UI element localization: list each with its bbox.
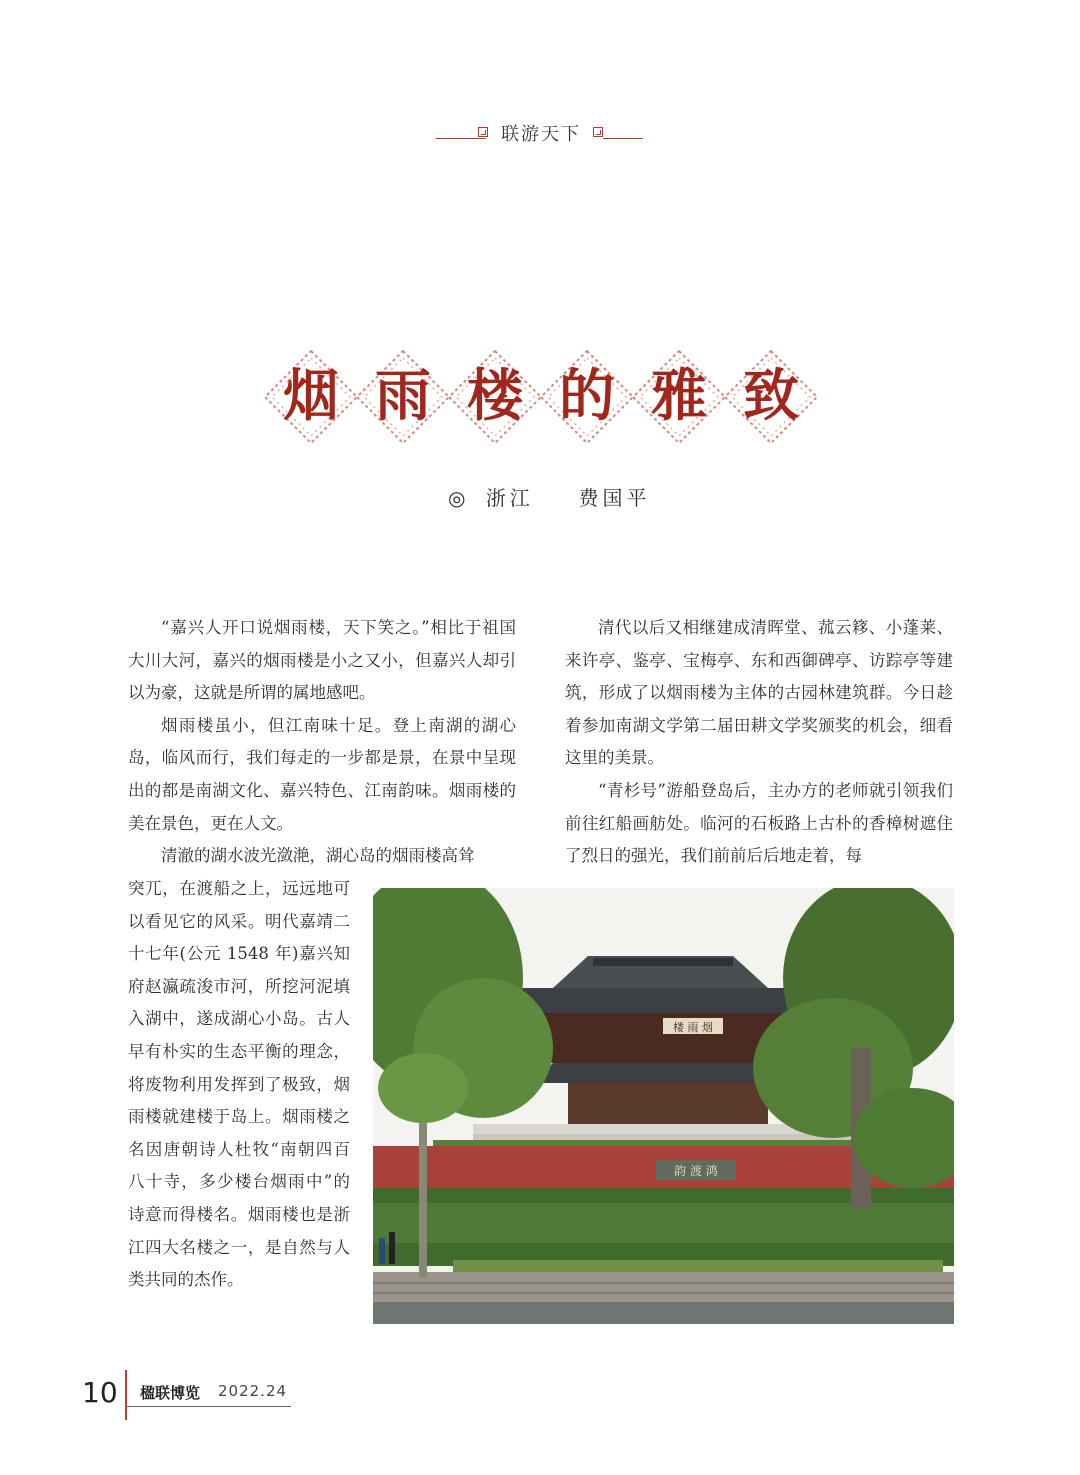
- footer-rule: [127, 1406, 291, 1407]
- section-title: 联游天下: [501, 124, 581, 145]
- title-char-box: [262, 348, 360, 446]
- header-rule-left: [436, 138, 486, 139]
- byline: [448, 482, 651, 511]
- byline-mark-icon: ◎: [448, 486, 470, 510]
- plaque-text: 楼 雨 烟: [673, 1021, 713, 1034]
- header-ornament-right-icon: [593, 127, 603, 137]
- footer-accent-bar: [125, 1370, 127, 1420]
- title-char-box: [722, 348, 820, 446]
- title-char: 雨: [375, 363, 431, 429]
- page-number: 10: [82, 1376, 118, 1409]
- yanyu-tower-photo: [373, 888, 954, 1324]
- right-column: [565, 612, 953, 873]
- title-char: 烟: [283, 363, 339, 429]
- magazine-name: 楹联博览: [140, 1384, 201, 1402]
- article-photo: [373, 888, 954, 1324]
- paragraph: 清澈的湖水波光潋滟，湖心岛的烟雨楼高耸: [161, 846, 475, 866]
- wall-sign-text: 韵 渡 鸿: [674, 1164, 718, 1178]
- title-char-box: [446, 348, 544, 446]
- header-rule-right: [603, 138, 643, 139]
- paragraph: “嘉兴人开口说烟雨楼，天下笑之。”相比于祖国大川大河，嘉兴的烟雨楼是小之又小，但嘉兴人却引以为豪，这就是所谓的属地感吧。: [128, 618, 516, 703]
- title-char: 的: [559, 363, 615, 429]
- issue-number: 2022.24: [218, 1382, 288, 1400]
- title-char-box: [538, 348, 636, 446]
- byline-author: 费国平: [578, 486, 651, 510]
- paragraph: “青杉号”游船登岛后，主办方的老师就引领我们前往红船画舫处。临河的石板路上古朴的香樟树遮住了烈日的强光，我们前前后后地走着，每: [565, 780, 953, 866]
- title-char-box: [630, 348, 728, 446]
- title-char-box: [354, 348, 452, 446]
- header-ornament-left-icon: [478, 127, 488, 137]
- left-column-narrow: [128, 873, 350, 1297]
- title-char: 致: [743, 363, 799, 429]
- left-column: [128, 612, 516, 873]
- byline-region: 浙江: [485, 486, 534, 510]
- title-char: 雅: [651, 363, 707, 429]
- paragraph-continued: 突兀，在渡船之上，远远地可以看见它的风采。明代嘉靖二十七年(公元 1548 年)嘉兴知府赵瀛疏浚市河，所挖河泥填入湖中，遂成湖心小岛。古人早有朴实的生态平衡的理念，将废物利用发挥到了极致，烟雨楼就建楼于岛上。烟雨楼之名因唐朝诗人杜牧“南朝四百八十寺，多少楼台烟雨中”的诗意而得楼名。烟雨楼也是浙江四大名楼之一，是自然与人类共同的杰作。: [128, 879, 350, 1290]
- title-char: 楼: [467, 363, 523, 429]
- paragraph: 烟雨楼虽小，但江南味十足。登上南湖的湖心岛，临风而行，我们每走的一步都是景，在景中呈现出的都是南湖文化、嘉兴特色、江南韵味。烟雨楼的美在景色，更在人文。: [128, 715, 516, 833]
- paragraph: 清代以后又相继建成清晖堂、菰云簃、小蓬莱、来许亭、鉴亭、宝梅亭、东和西御碑亭、访踪亭等建筑，形成了以烟雨楼为主体的古园林建筑群。今日趁着参加南湖文学第二届田耕文学奖颁奖的机会，细看这里的美景。: [565, 618, 953, 768]
- article-title: [262, 348, 822, 446]
